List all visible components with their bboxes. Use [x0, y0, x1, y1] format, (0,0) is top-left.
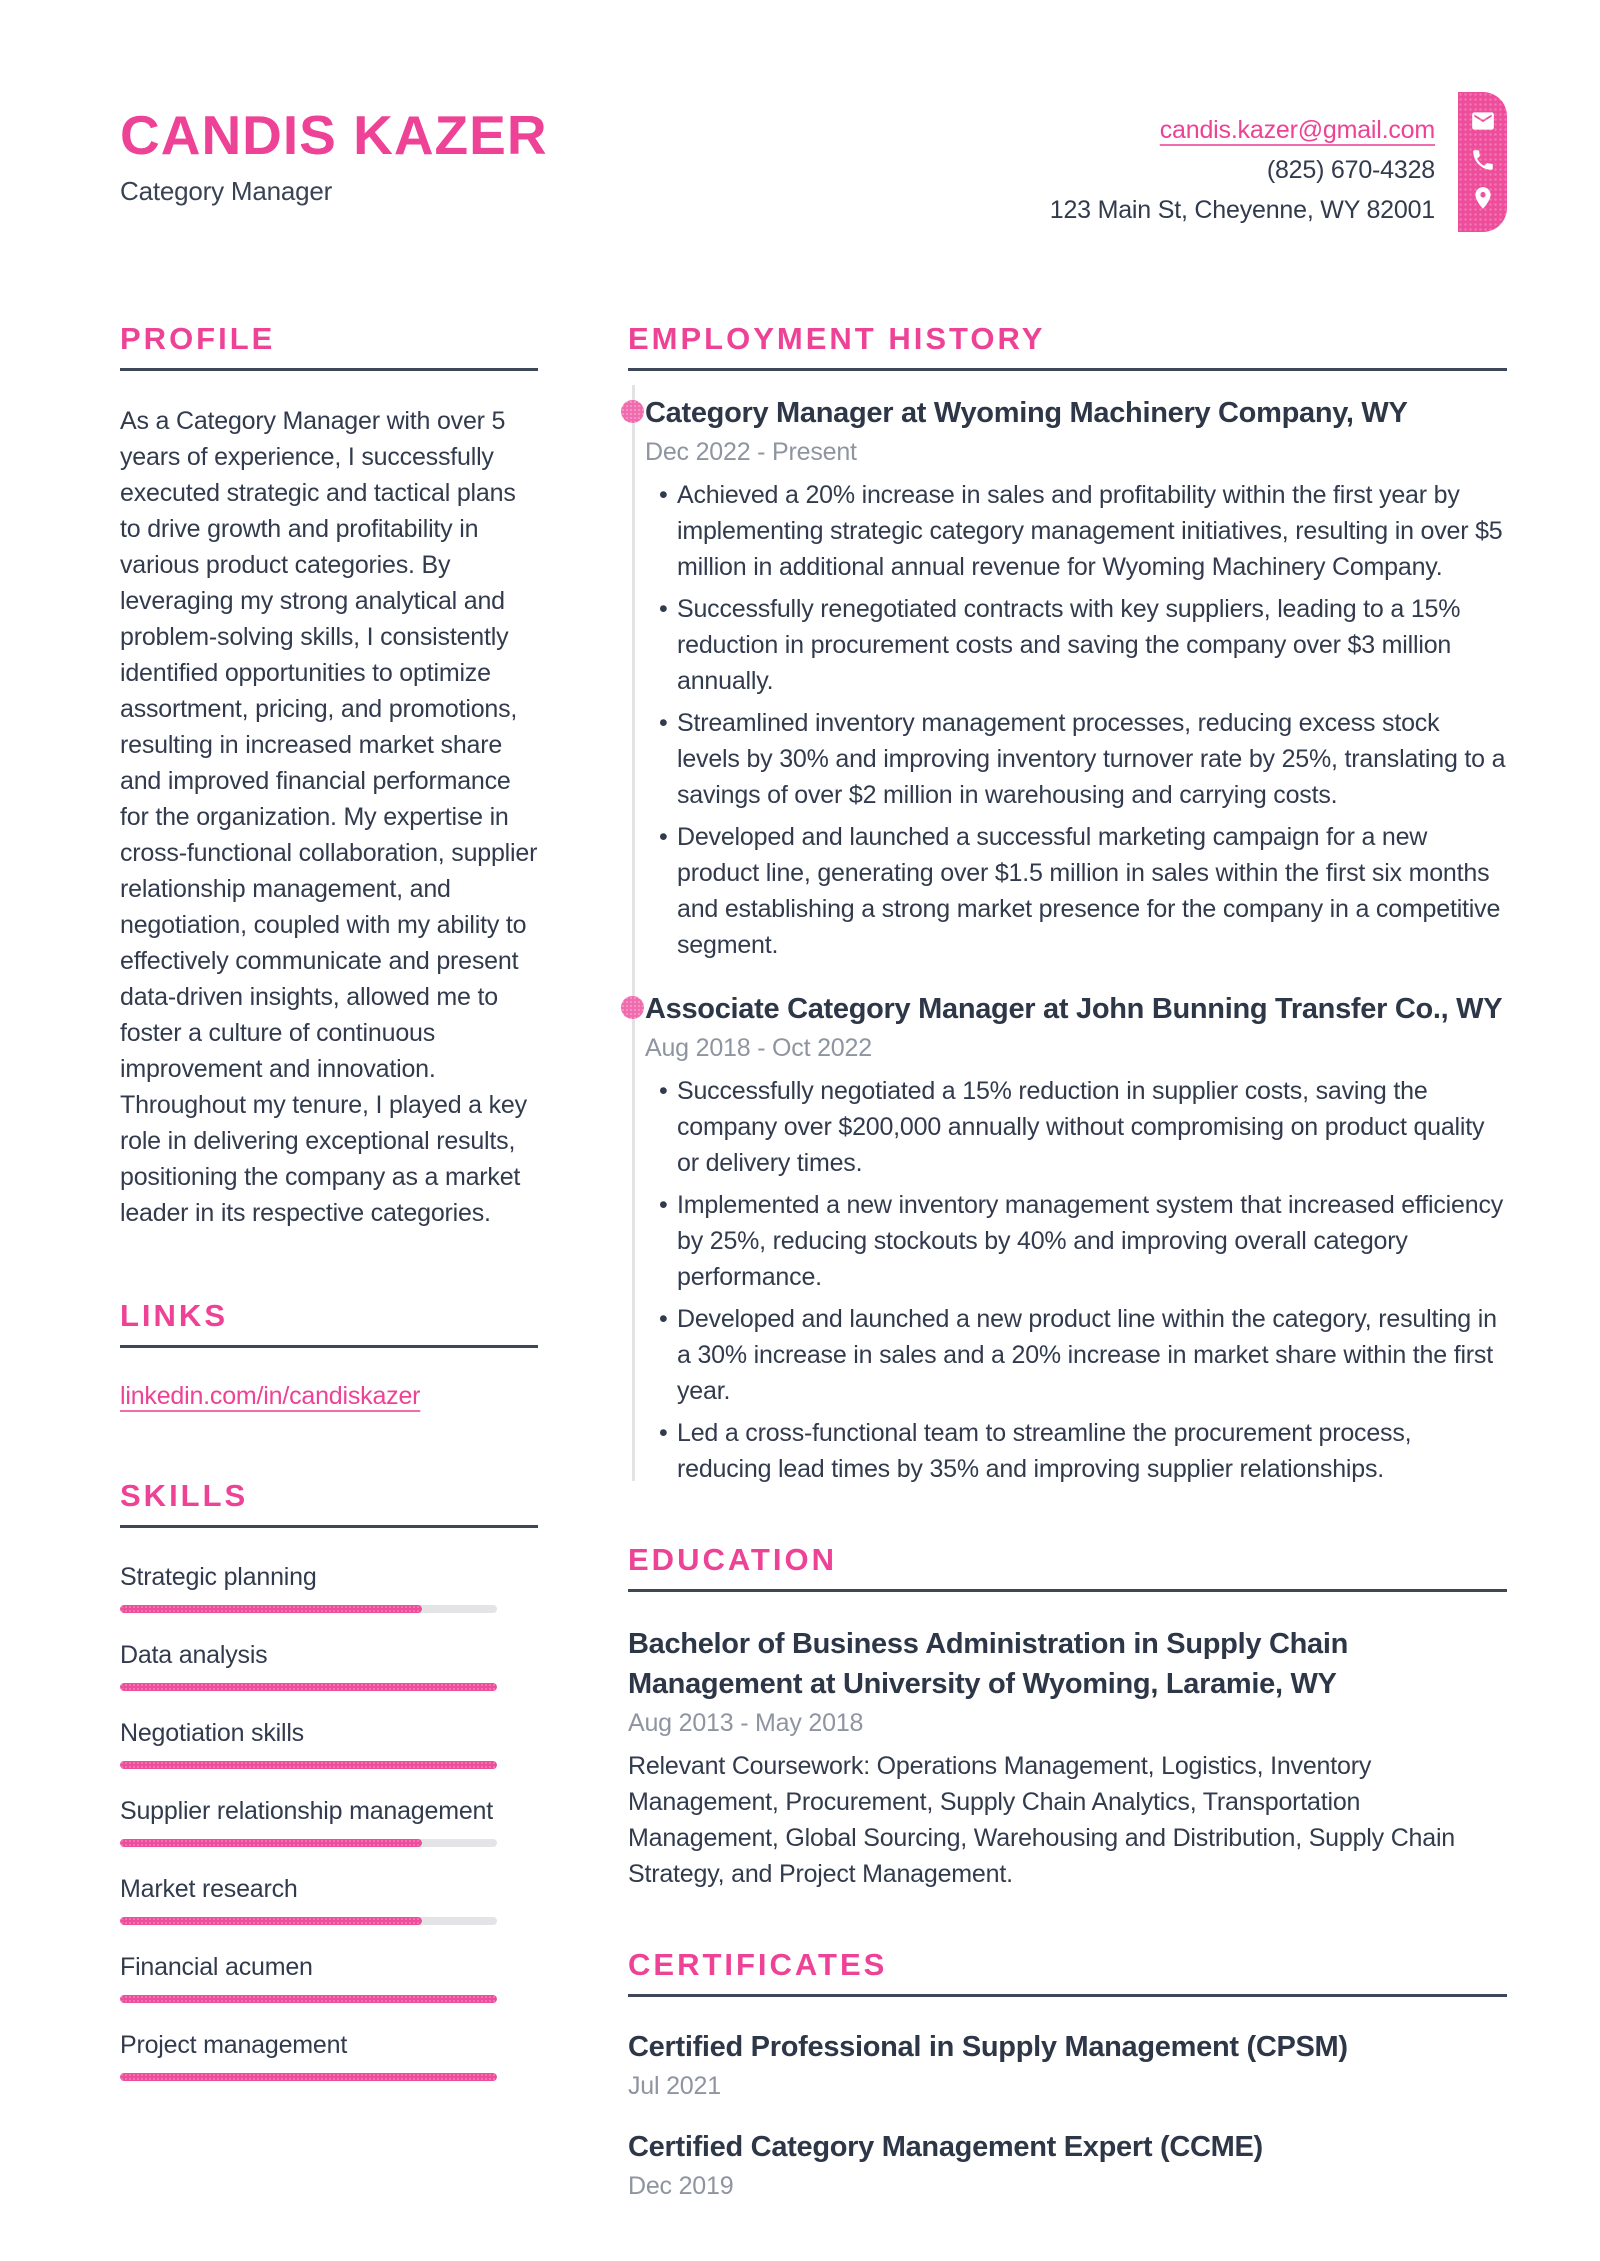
- profile-heading: PROFILE: [120, 321, 276, 356]
- right-column: [628, 322, 1507, 2203]
- left-column: [120, 322, 538, 2203]
- header: [120, 88, 1507, 232]
- job-entry: [628, 393, 1507, 963]
- timeline-dot: [621, 996, 644, 1019]
- certificate-entry: [628, 2027, 1507, 2103]
- skill-label: Negotiation skills: [120, 1719, 304, 1747]
- certificate-title: Certified Professional in Supply Management (CPSM): [628, 2031, 1348, 2063]
- education-section: [628, 1543, 1507, 1892]
- certificate-entry: [628, 2127, 1507, 2203]
- certificates-section-header: [628, 1948, 1507, 1997]
- certificate-date: Dec 2019: [628, 2172, 734, 2200]
- skill-bar-fill: [120, 1761, 497, 1769]
- job-bullet: • Achieved a 20% increase in sales and profitability within the first year by implementing strategic category management initiatives, resulting in over $5 million in additional annual revenue for Wyoming Machinery Company.: [645, 477, 1507, 585]
- skill-bar: [120, 2073, 497, 2081]
- job-bullet: • Developed and launched a new product line within the category, resulting in a 30% increase in sales and a 20% increase in market share within the first year.: [645, 1301, 1507, 1409]
- skill-label: Project management: [120, 2031, 348, 2059]
- skill-item: [120, 1874, 538, 1925]
- job-bullet: • Streamlined inventory management processes, reducing excess stock levels by 30% and improving inventory turnover rate by 25%, translating to a savings of over $2 million in warehousing and carrying costs.: [645, 705, 1507, 813]
- skill-bar: [120, 1605, 497, 1613]
- job-bullet-list: [645, 1073, 1507, 1487]
- certificate-title: Certified Category Management Expert (CCME): [628, 2131, 1263, 2163]
- education-dates: Aug 2013 - May 2018: [628, 1709, 864, 1737]
- degree-title: Bachelor of Business Administration in Supply Chain Management at University of Wyoming, Laramie, WY: [628, 1628, 1348, 1700]
- skills-section: [120, 1479, 538, 2081]
- employment-section-header: [628, 322, 1507, 371]
- education-entry: [628, 1624, 1507, 1892]
- links-heading: LINKS: [120, 1298, 228, 1333]
- skill-item: [120, 1718, 538, 1769]
- skill-label: Strategic planning: [120, 1563, 317, 1591]
- skill-label: Financial acumen: [120, 1953, 313, 1981]
- employment-timeline: [628, 393, 1507, 1487]
- links-section: [120, 1299, 538, 1411]
- name-block: [120, 104, 548, 207]
- job-dates: Dec 2022 - Present: [645, 438, 857, 466]
- skill-bar-fill: [120, 1683, 497, 1691]
- contact-block: [1050, 88, 1507, 232]
- job-title: Category Manager at Wyoming Machinery Company, WY: [645, 397, 1408, 429]
- skill-label: Data analysis: [120, 1641, 268, 1669]
- location-icon: [1470, 185, 1496, 216]
- address: 123 Main St, Cheyenne, WY 82001: [1049, 196, 1435, 224]
- skills-heading: SKILLS: [120, 1478, 249, 1513]
- column-gap: [538, 322, 628, 2203]
- candidate-name: CANDIS KAZER: [120, 104, 548, 166]
- skill-bar: [120, 1683, 497, 1691]
- contact-lines: [1050, 110, 1435, 230]
- skill-bar-fill: [120, 1917, 422, 1925]
- job-bullet: • Successfully renegotiated contracts with key suppliers, leading to a 15% reduction in procurement costs and saving the company over $3 million annually.: [645, 591, 1507, 699]
- skill-item: [120, 1640, 538, 1691]
- skill-bar-fill: [120, 1839, 422, 1847]
- certificates-section: [628, 1948, 1507, 2203]
- profile-text: As a Category Manager with over 5 years of experience, I successfully executed strategic and tactical plans to drive growth and profitability in various product categories. By leveraging my strong analytical and problem-solving skills, I consistently identified opportunities to optimize assortment, pricing, and promotions, resulting in increased market share and improved financial performance for the organization. My expertise in cross-functional collaboration, supplier relationship management, and negotiation, coupled with my ability to effectively communicate and present data-driven insights, allowed me to foster a culture of continuous improvement and innovation. Throughout my tenure, I played a key role in delivering exceptional results, positioning the company as a market leader in its respective categories.: [120, 407, 538, 1227]
- skill-bar-fill: [120, 1605, 422, 1613]
- education-section-header: [628, 1543, 1507, 1592]
- profile-section: [120, 322, 538, 1231]
- job-dates: Aug 2018 - Oct 2022: [645, 1034, 872, 1062]
- skill-item: [120, 2030, 538, 2081]
- skill-bar-fill: [120, 1995, 497, 2003]
- employment-heading: EMPLOYMENT HISTORY: [628, 321, 1046, 356]
- job-bullet: • Led a cross-functional team to streamline the procurement process, reducing lead times by 35% and improving supplier relationships.: [645, 1415, 1507, 1487]
- skill-bar-fill: [120, 2073, 497, 2081]
- mail-icon: [1470, 108, 1496, 139]
- job-bullet: • Successfully negotiated a 15% reduction in supplier costs, saving the company over $200,000 annually without compromising on product quality or delivery times.: [645, 1073, 1507, 1181]
- email-link[interactable]: candis.kazer@gmail.com: [1159, 116, 1435, 144]
- job-title: Associate Category Manager at John Bunning Transfer Co., WY: [645, 993, 1503, 1025]
- job-bullet-list: [645, 477, 1507, 963]
- skill-item: [120, 1562, 538, 1613]
- skill-label: Supplier relationship management: [120, 1797, 493, 1825]
- skill-item: [120, 1796, 538, 1847]
- certificate-date: Jul 2021: [628, 2072, 721, 2100]
- skill-bar: [120, 1761, 497, 1769]
- job-entry: [628, 989, 1507, 1487]
- certificates-heading: CERTIFICATES: [628, 1947, 888, 1982]
- job-bullet: • Developed and launched a successful marketing campaign for a new product line, generating over $1.5 million in sales within the first six months and establishing a strong market presence for the company in a competitive segment.: [645, 819, 1507, 963]
- phone-icon: [1470, 147, 1496, 178]
- skills-section-header: [120, 1479, 538, 1528]
- employment-section: [628, 322, 1507, 1487]
- content-columns: [120, 322, 1507, 2203]
- candidate-job-title: Category Manager: [120, 176, 333, 206]
- education-description: Relevant Coursework: Operations Management, Logistics, Inventory Management, Procurement, Supply Chain Analytics, Transportation Management, Global Sourcing, Warehousing and Distribution, Supply Chain Strategy, and Project Management.: [628, 1752, 1456, 1888]
- skill-bar: [120, 1995, 497, 2003]
- links-section-header: [120, 1299, 538, 1348]
- skill-label: Market research: [120, 1875, 298, 1903]
- linkedin-link[interactable]: linkedin.com/in/candiskazer: [120, 1382, 421, 1410]
- skill-item: [120, 1952, 538, 2003]
- skill-bar: [120, 1917, 497, 1925]
- education-heading: EDUCATION: [628, 1542, 837, 1577]
- timeline-dot: [621, 400, 644, 423]
- skill-bar: [120, 1839, 497, 1847]
- contact-icons-badge: [1458, 92, 1507, 232]
- job-bullet: • Implemented a new inventory management system that increased efficiency by 25%, reducing stockouts by 40% and improving overall category performance.: [645, 1187, 1507, 1295]
- phone-number: (825) 670-4328: [1266, 156, 1435, 184]
- profile-section-header: [120, 322, 538, 371]
